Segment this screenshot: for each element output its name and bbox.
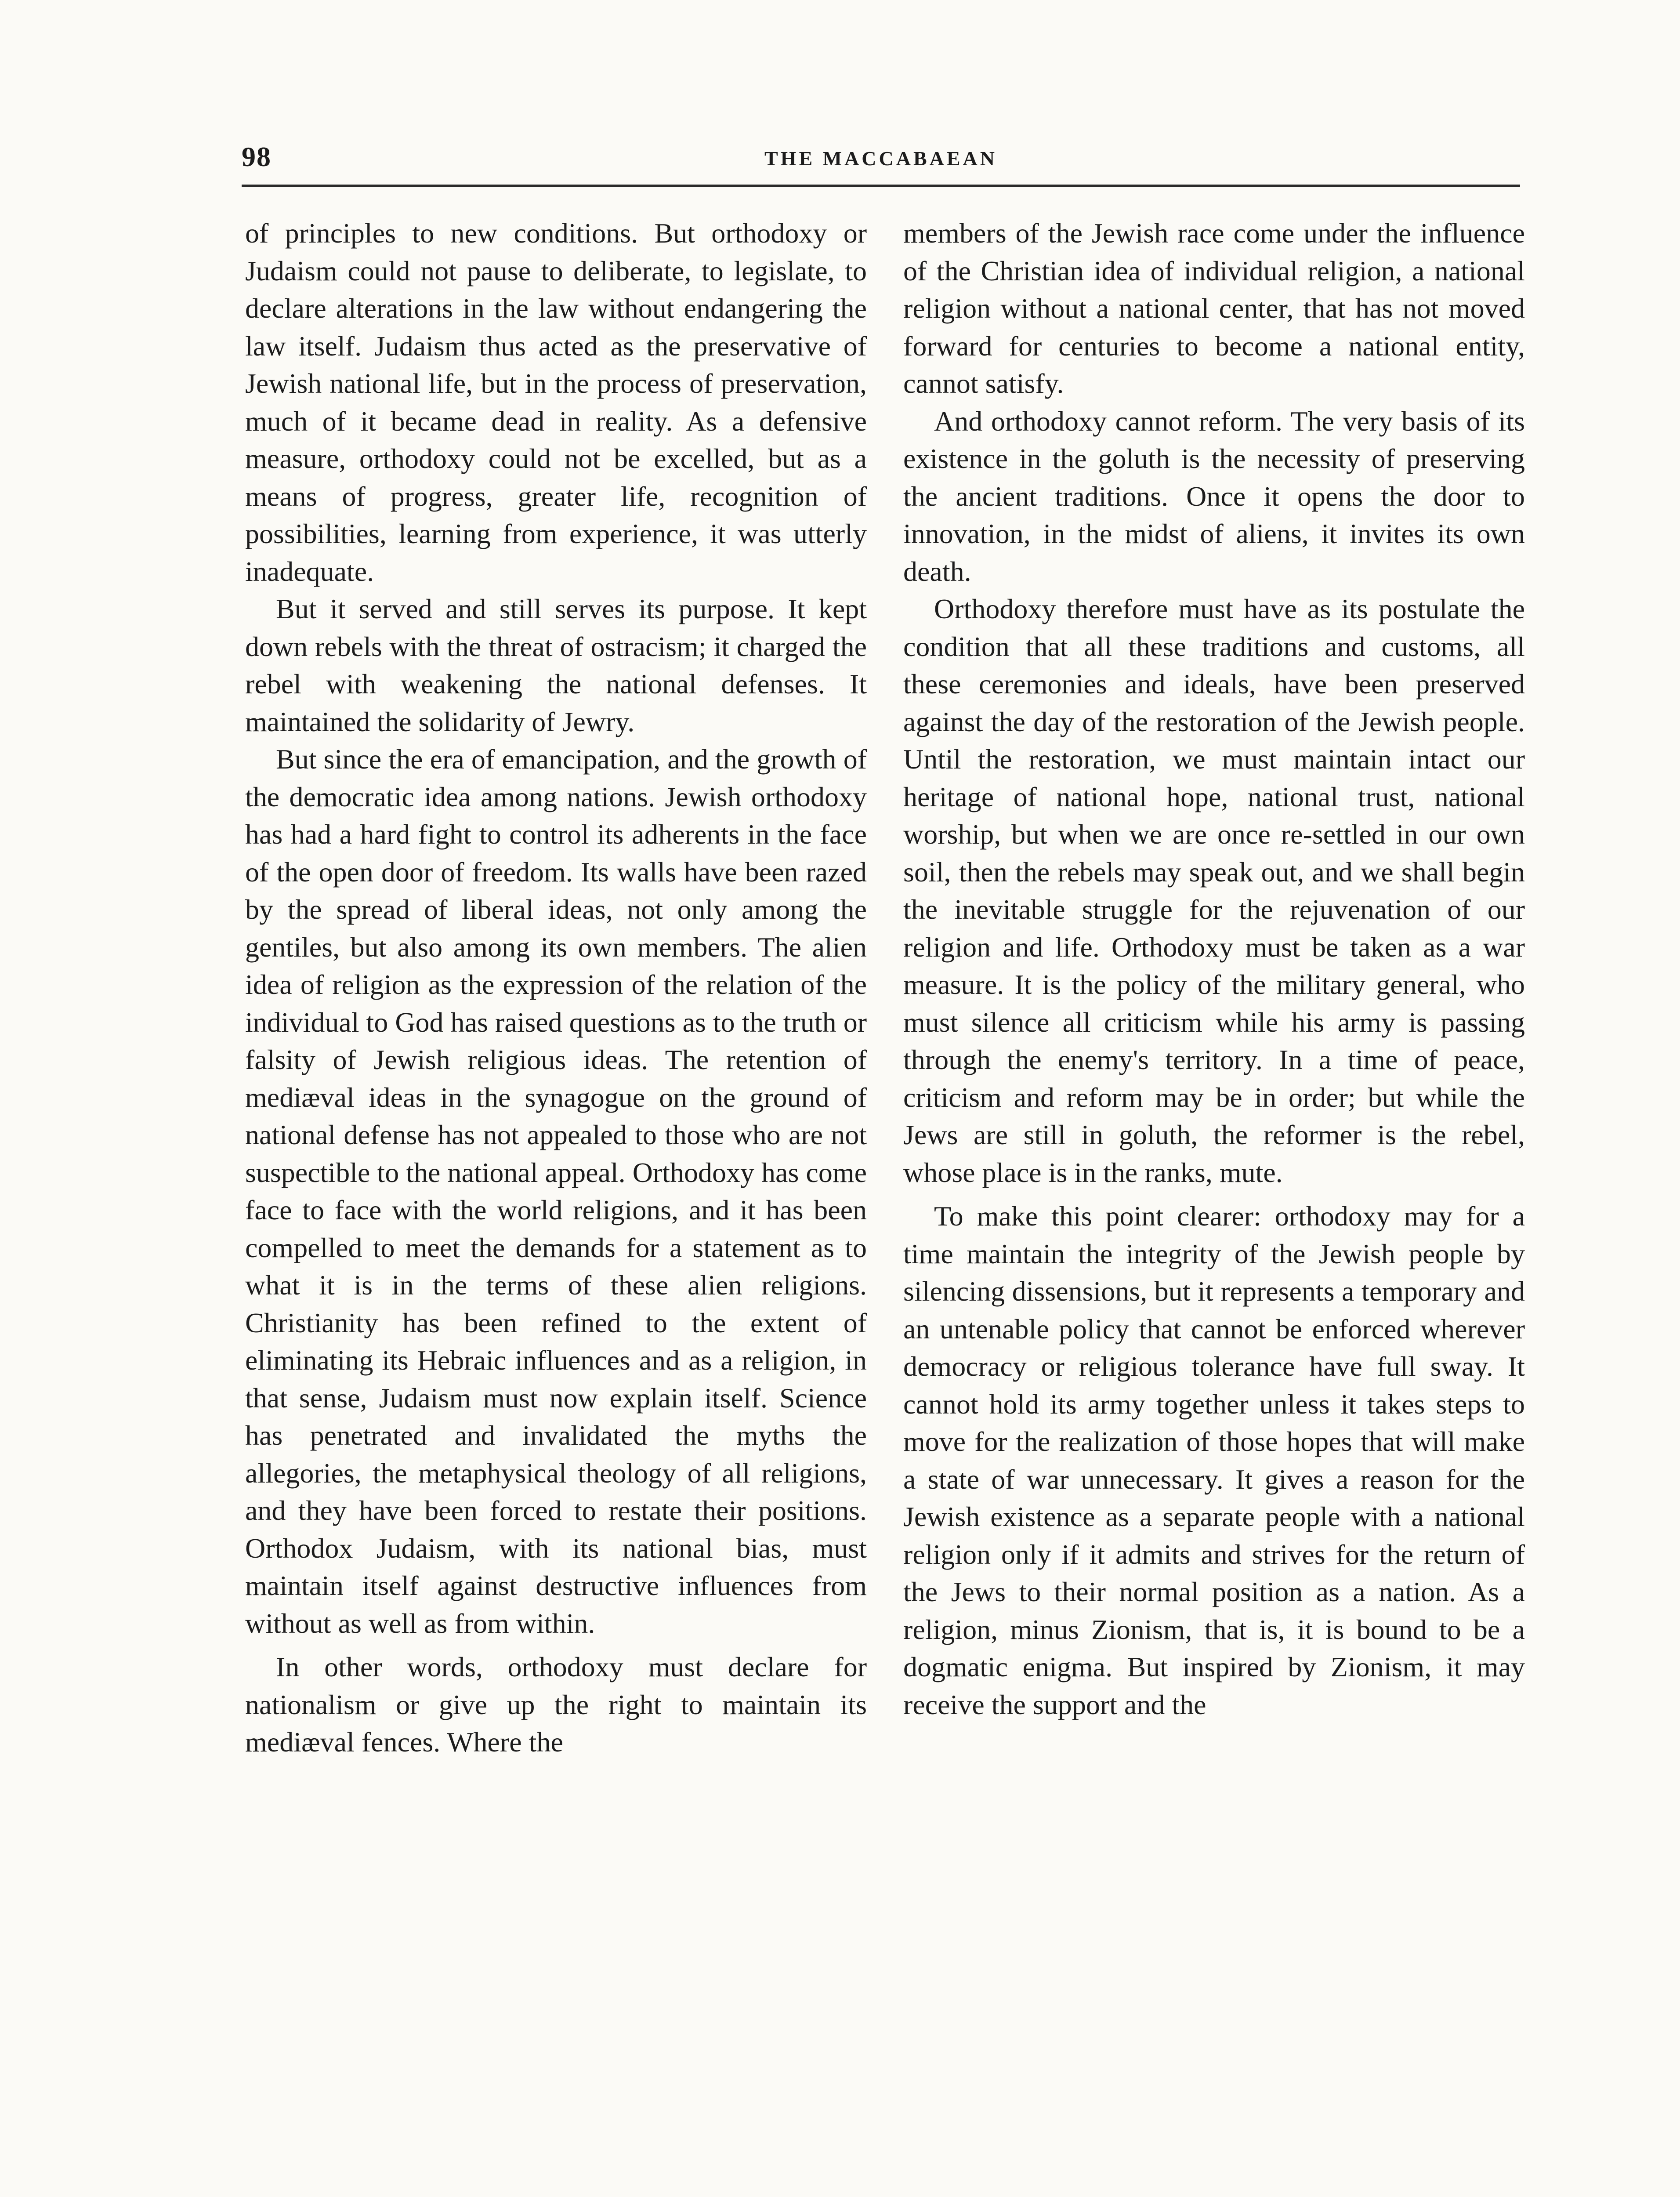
right-column [903, 214, 1525, 1723]
paragraph: And orthodoxy cannot reform. The very basis of its existence in the goluth is the necessity of preserving the ancient traditions. Once it opens the door to innovation, in the midst of aliens, it invites its own death. [903, 405, 1525, 587]
paragraph: members of the Jewish race come under the influence of the Christian idea of individual religion, a national religion without a national center, that has not moved forward for centuries to become a national entity, cannot satisfy. [903, 218, 1525, 399]
header-rule [242, 185, 1520, 187]
page-number: 98 [242, 141, 272, 172]
paragraph: Orthodoxy therefore must have as its postulate the condition that all these traditions and customs, all these ceremonies and ideals, have been preserved against the day of the restoration of the Jewish people. Until the restoration, we must maintain intact our heritage of national hope, national trust, national worship, but when we are once re-settled in our own soil, then the rebels may speak out, and we shall begin the inevitable struggle for the rejuvenation of our religion and life. Orthodoxy must be taken as a war measure. It is the policy of the military general, who must silence all criticism while his army is passing through the enemy's territory. In a time of peace, criticism and reform may be in order; but while the Jews are still in goluth, the reformer is the rebel, whose place is in the ranks, mute. [903, 593, 1525, 1188]
paragraph: To make this point clearer: orthodoxy may for a time maintain the integrity of the Jewish people by silencing dissensions, but it represents a temporary and an untenable policy that cannot be enforced wherever democracy or religious tolerance have full sway. It cannot hold its army together unless it takes steps to move for the realization of those hopes that will make a state of war unnecessary. It gives a reason for the Jewish existence as a separate people with a national religion only if it admits and strives for the return of the Jews to their normal position as a nation. As a religion, minus Zionism, that is, it is bound to be a dogmatic enigma. But inspired by Zionism, it may receive the support and the [903, 1200, 1525, 1720]
running-head: THE MACCABAEAN [764, 147, 997, 170]
paragraph: But it served and still serves its purpose. It kept down rebels with the threat of ostracism; it charged the rebel with weakening the national defenses. It maintained the solidarity of Jewry. [245, 593, 867, 737]
paragraph: But since the era of emancipation, and the growth of the democratic idea among nations. Jewish orthodoxy has had a hard fight to control its adherents in the face of the open door of freedom. Its walls have been razed by the spread of liberal ideas, not only among the gentiles, but also among its own members. The alien idea of religion as the expression of the relation of the individual to God has raised questions as to the truth or falsity of Jewish religious ideas. The retention of mediæval ideas in the synagogue on the ground of national defense has not appealed to those who are not suspectible to the national appeal. Orthodoxy has come face to face with the world religions, and it has been compelled to meet the demands for a statement as to what it is in the terms of these alien religions. Christianity has been refined to the extent of eliminating its Hebraic influences and as a religion, in that sense, Judaism must now explain itself. Science has penetrated and invalidated the myths the allegories, the metaphysical theology of all religions, and they have been forced to restate their positions. Orthodox Judaism, with its national bias, must maintain itself against destructive influences from without as well as from within. [245, 743, 867, 1639]
paragraph: of principles to new conditions. But orthodoxy or Judaism could not pause to deliberate, to legislate, to declare alterations in the law without endangering the law itself. Judaism thus acted as the preservative of Jewish national life, but in the process of preservation, much of it became dead in reality. As a defensive measure, orthodoxy could not be excelled, but as a means of progress, greater life, recognition of possibilities, learning from experience, it was utterly inadequate. [245, 218, 867, 587]
left-column [245, 214, 867, 1761]
paragraph: In other words, orthodoxy must declare for nationalism or give up the right to maintain its mediæval fences. Where the [245, 1651, 867, 1758]
page-header [242, 141, 1520, 193]
